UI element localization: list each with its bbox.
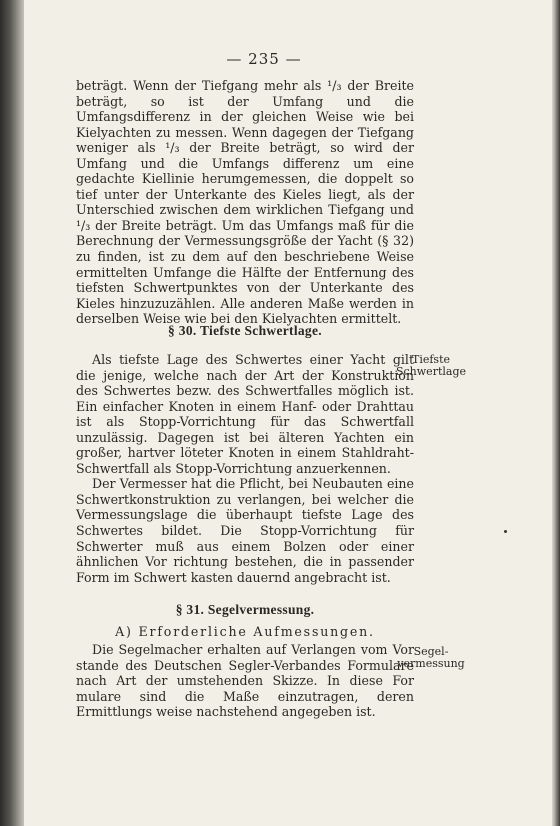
section-30-paragraph-2 xyxy=(76,476,414,585)
text-line: (§ 32) zu finden, ist zu dem auf den beschriebene xyxy=(76,233,414,265)
text-line: weise nachstehend angegeben ist. xyxy=(156,704,376,720)
text-line: liegt, als der Unterschied zwischen dem wirklichen xyxy=(76,186,414,218)
text-line: differenz um eine gedachte Kiellinie herumgemessen, xyxy=(76,155,414,187)
text-line: in der gleichen Weise wie bei Kielyachten zu messen. xyxy=(76,109,414,140)
text-line: mulare sind die Maße einzutragen, deren Ermittlungs xyxy=(76,688,414,720)
text-line: nach Art der umstehenden Skizze. In diese For xyxy=(76,673,414,689)
top-paragraph-text xyxy=(76,78,414,327)
text-line: richtung bestehen, die in passender Form im Schwert xyxy=(76,554,414,585)
text-line: Stopp-Vorrichtung anzuerkennen. xyxy=(175,460,391,476)
page-number: — 235 — xyxy=(226,50,302,68)
text-line: löteter Knoten in einem Stahldraht-Schwertfall als xyxy=(76,445,414,476)
text-line: derselben Weise wie bei den Kielyachten ermittelt. xyxy=(76,311,402,327)
text-line: Wenn dagegen der Tiefgang weniger als ¹/₃ der xyxy=(76,124,414,156)
section-31-heading: § 31. Segelvermessung. xyxy=(175,602,315,617)
text-line: jenige, welche nach der Art der Konstruktion des xyxy=(76,367,414,399)
text-line: kasten dauernd angebracht ist. xyxy=(190,569,391,585)
text-line: maß für die Berechnung der Vermessungsgröße der Yacht xyxy=(76,217,414,249)
text-line: Schwertkonstruktion zu verlangen, bei welcher die xyxy=(76,491,414,507)
text-line: stande des Deutschen Segler-Verbandes Formulare xyxy=(76,657,414,673)
section-31-subheading: A) Erforderliche Aufmessungen. xyxy=(115,624,375,639)
text-line: die doppelt so tief unter der Unterkante des Kieles xyxy=(76,171,414,202)
section-30-body xyxy=(76,352,414,585)
text-line: Vermessungslage die überhaupt tiefste Lage des xyxy=(76,507,414,523)
text-line: Kieles hinzuzuzählen. Alle anderen Maße werden in xyxy=(76,295,414,311)
text-line: Die Segelmacher erhalten auf Verlangen vom Vor xyxy=(92,642,414,657)
text-line: beträgt, so ist der Umfang und die Umfangsdifferenz xyxy=(76,93,414,125)
text-line: Stopp-Vorrichtung für das Schwertfall unzulässig. xyxy=(76,414,414,445)
text-line: Der Vermesser hat die Pflicht, bei Neubauten eine xyxy=(92,476,414,492)
section-31-paragraph xyxy=(76,642,414,720)
top-paragraph xyxy=(76,78,414,327)
text-line: Dagegen ist bei älteren Yachten ein großer, hartver xyxy=(76,429,415,461)
section-31-body xyxy=(76,642,414,720)
book-page xyxy=(24,0,552,826)
text-line: Weise ermittelten Umfange die Hälfte der Entfernung xyxy=(76,249,414,280)
margin-note-line: Segel- xyxy=(413,645,449,658)
text-line: Breite beträgt, so wird der Umfang und die Umfangs xyxy=(76,140,414,171)
text-line: des tiefsten Schwertpunktes von der Unterkante des xyxy=(76,264,414,296)
text-line: Als tiefste Lage des Schwertes einer Yacht gilt die xyxy=(76,352,414,383)
margin-note-line: Schwertlage xyxy=(395,365,466,378)
text-line: Tiefgang und ¹/₃ der Breite beträgt. Um das Umfangs xyxy=(76,202,414,233)
ink-speck xyxy=(504,530,507,533)
section-30-heading: § 30. Tiefste Schwertlage. xyxy=(168,323,322,338)
text-line: einfacher Knoten in einem Hanf- oder Drahttau ist als xyxy=(76,398,414,430)
section-30-paragraph-1 xyxy=(76,352,414,476)
text-line: Schwertes bezw. des Schwertfalles möglich ist. Ein xyxy=(76,383,414,414)
margin-note-line: vermessung xyxy=(397,657,465,670)
text-line: muß aus einem Bolzen oder einer ähnlichen Vor xyxy=(76,538,414,570)
text-line: beträgt. Wenn der Tiefgang mehr als ¹/₃ der Breite xyxy=(76,78,414,93)
margin-note-line: Tiefste xyxy=(411,353,450,366)
text-line: Schwertes bildet. Die Stopp-Vorrichtung für Schwerter xyxy=(76,523,414,554)
